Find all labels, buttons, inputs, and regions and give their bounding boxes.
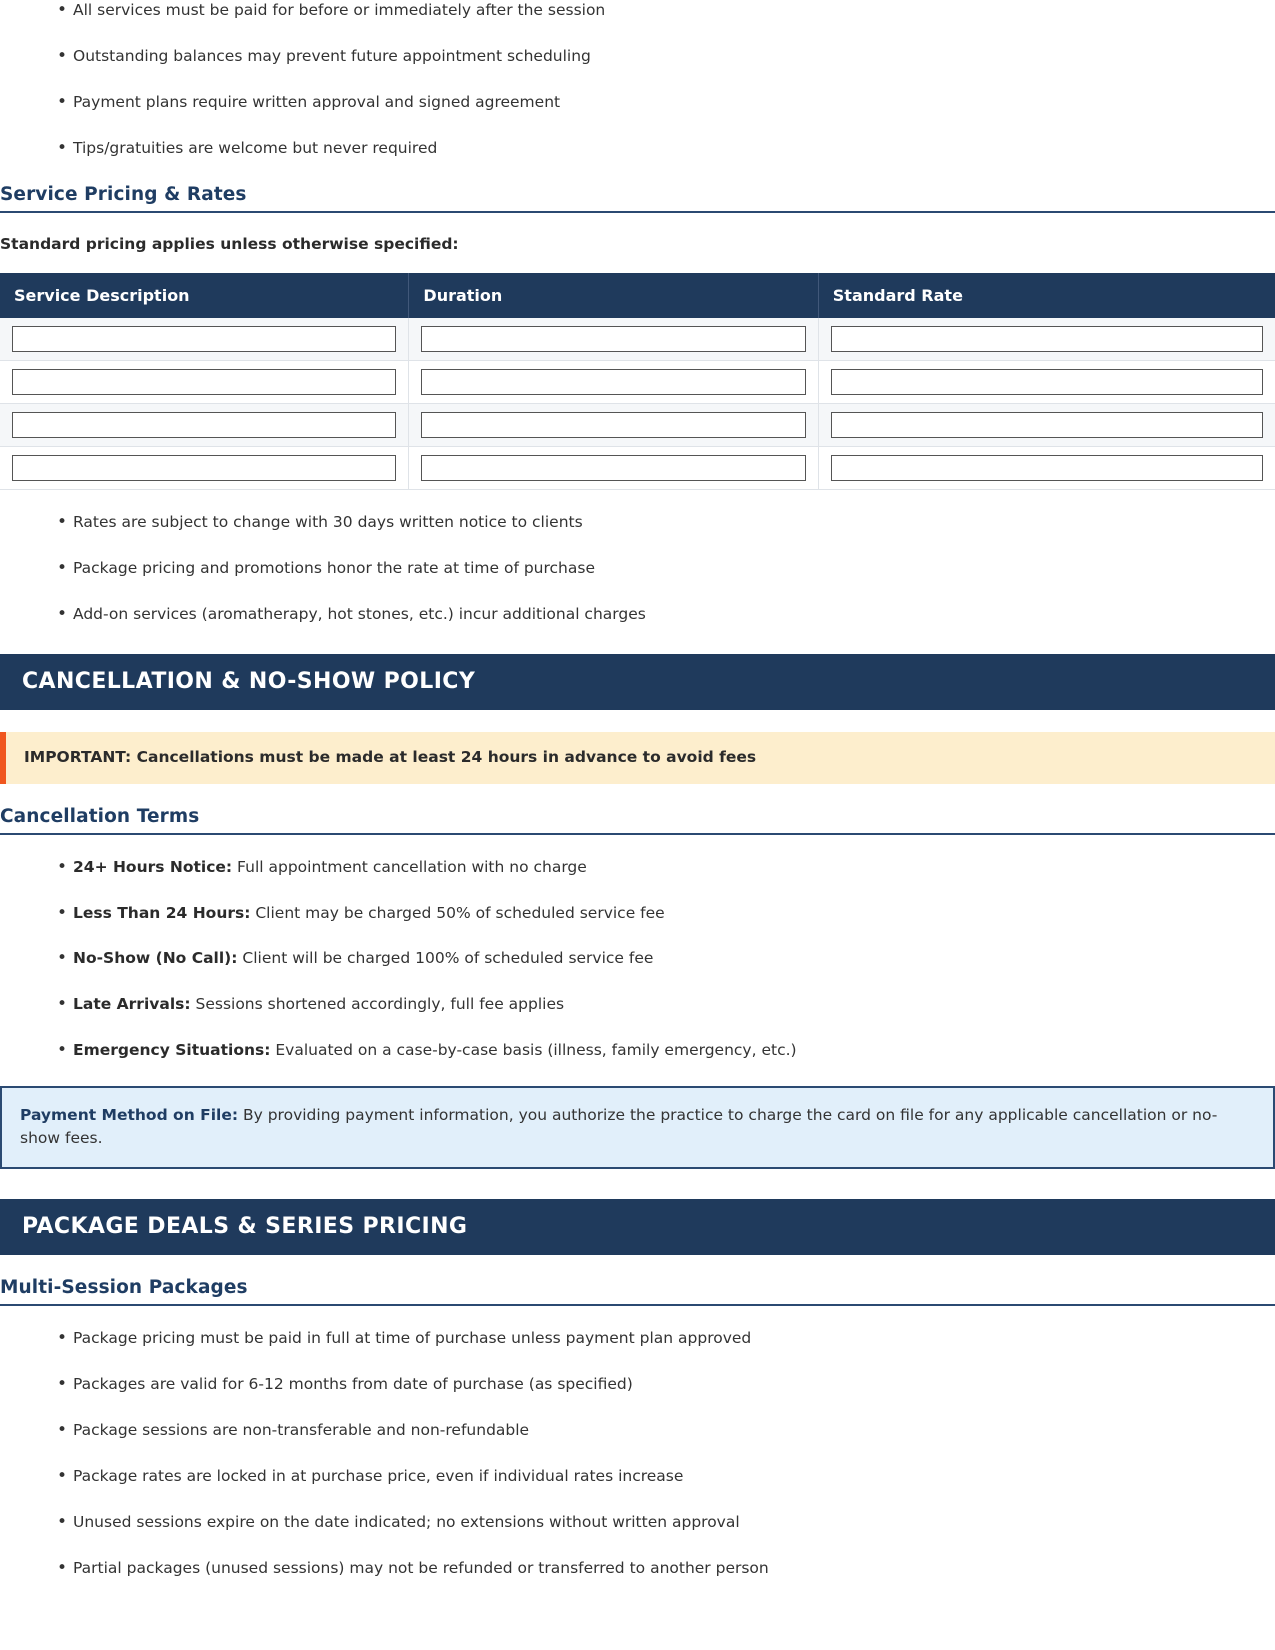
service-pricing-heading: Service Pricing & Rates (0, 183, 247, 205)
list-item-text: All services must be paid for before or immediately after the session (73, 1, 606, 19)
cancellation-terms-list (0, 857, 1275, 1062)
cell-service-description (0, 318, 409, 361)
multi-session-packages-heading: Multi-Session Packages (0, 1277, 248, 1299)
list-item (0, 604, 1275, 625)
cell-duration (409, 403, 818, 446)
list-item (0, 138, 1275, 159)
duration-input-1[interactable] (421, 326, 805, 352)
cell-duration (409, 360, 818, 403)
duration-input-3[interactable] (421, 412, 805, 438)
term-detail-text: Sessions shortened accordingly, full fee applies (190, 995, 565, 1014)
multi-session-heading-block (0, 1277, 1275, 1306)
service-pricing-table (0, 273, 1275, 490)
service-description-input-3[interactable] (12, 412, 396, 438)
cell-duration (409, 318, 818, 361)
pricing-intro-text: Standard pricing applies unless otherwise specified: (0, 234, 459, 253)
table-header-row (0, 273, 1275, 318)
list-item (0, 1420, 1275, 1441)
standard-rate-input-3[interactable] (831, 412, 1263, 438)
list-item-text: Packages are valid for 6-12 months from date of purchase (as specified) (73, 1375, 633, 1394)
term-lead-label: 24+ Hours Notice: (73, 857, 233, 876)
table-row (0, 403, 1275, 446)
list-item-text: Unused sessions expire on the date indicated; no extensions without written approval (73, 1512, 740, 1531)
term-lead-label: Emergency Situations: (73, 1041, 271, 1060)
duration-input-2[interactable] (421, 369, 805, 395)
table-header (0, 273, 1275, 318)
list-item-text: Package rates are locked in at purchase price, even if individual rates increase (73, 1466, 684, 1485)
list-item (0, 558, 1275, 579)
standard-rate-input-1[interactable] (831, 326, 1263, 352)
standard-rate-input-2[interactable] (831, 369, 1263, 395)
multi-session-packages-list (0, 1328, 1275, 1579)
list-item-text: Rates are subject to change with 30 days written notice to clients (73, 512, 583, 531)
table-row (0, 318, 1275, 361)
table-row (0, 446, 1275, 489)
list-item-text: Payment plans require written approval and signed agreement (73, 92, 561, 111)
table-body (0, 318, 1275, 490)
cell-duration (409, 446, 818, 489)
list-item (0, 948, 1275, 969)
list-item (0, 857, 1275, 878)
heading-rule (0, 1304, 1275, 1306)
standard-rate-input-4[interactable] (831, 455, 1263, 481)
cancellation-terms-heading-block (0, 806, 1275, 835)
service-description-input-2[interactable] (12, 369, 396, 395)
term-detail-text: Evaluated on a case-by-case basis (illness, family emergency, etc.) (270, 1041, 797, 1060)
list-item (0, 1512, 1275, 1533)
payment-method-on-file-box (0, 1086, 1275, 1169)
cell-service-description (0, 360, 409, 403)
service-description-input-1[interactable] (12, 326, 396, 352)
table-row (0, 360, 1275, 403)
list-item (0, 1374, 1275, 1395)
list-item (0, 1466, 1275, 1487)
list-item (0, 1558, 1275, 1579)
cell-standard-rate (818, 360, 1275, 403)
duration-input-4[interactable] (421, 455, 805, 481)
cancellation-terms-heading: Cancellation Terms (0, 805, 200, 827)
column-header-standard-rate: Standard Rate (818, 273, 1275, 318)
term-lead-label: Less Than 24 Hours: (73, 903, 251, 922)
list-item (0, 512, 1275, 533)
list-item (0, 46, 1275, 67)
heading-rule (0, 211, 1275, 213)
list-item-text: Outstanding balances may prevent future appointment scheduling (73, 46, 591, 65)
list-item (0, 903, 1275, 924)
term-lead-label: Late Arrivals: (73, 995, 191, 1014)
cell-standard-rate (818, 318, 1275, 361)
important-notice-box (0, 732, 1275, 783)
cell-standard-rate (818, 446, 1275, 489)
list-item (0, 1040, 1275, 1061)
cancellation-section-banner: CANCELLATION & NO-SHOW POLICY (0, 654, 1275, 710)
term-lead-label: No-Show (No Call): (73, 949, 238, 968)
column-header-duration: Duration (409, 273, 818, 318)
important-notice-text: IMPORTANT: Cancellations must be made at least 24 hours in advance to avoid fees (24, 748, 757, 767)
package-section-banner: PACKAGE DEALS & SERIES PRICING (0, 1199, 1275, 1255)
payment-terms-list (0, 0, 1275, 159)
service-description-input-4[interactable] (12, 455, 396, 481)
term-detail-text: Full appointment cancellation with no charge (232, 857, 587, 876)
list-item (0, 1328, 1275, 1349)
term-detail-text: Client may be charged 50% of scheduled service fee (250, 903, 665, 922)
list-item-text: Tips/gratuities are welcome but never required (73, 138, 438, 157)
payment-on-file-lead-label: Payment Method on File: (20, 1106, 239, 1125)
list-item-text: Partial packages (unused sessions) may not be refunded or transferred to another person (73, 1558, 769, 1577)
term-detail-text: Client will be charged 100% of scheduled service fee (237, 949, 654, 968)
list-item-text: Package pricing must be paid in full at time of purchase unless payment plan approved (73, 1329, 752, 1348)
list-item-text: Package pricing and promotions honor the rate at time of purchase (73, 558, 595, 577)
cell-standard-rate (818, 403, 1275, 446)
cell-service-description (0, 446, 409, 489)
cell-service-description (0, 403, 409, 446)
list-item (0, 994, 1275, 1015)
heading-rule (0, 833, 1275, 835)
column-header-service-description: Service Description (0, 273, 409, 318)
payment-on-file-text: By providing payment information, you authorize the practice to charge the card on file for any applicable cancellation or no-show fees. (20, 1106, 1218, 1147)
service-pricing-heading-block (0, 184, 1275, 213)
list-item (0, 0, 1275, 21)
list-item (0, 92, 1275, 113)
list-item-text: Package sessions are non-transferable and non-refundable (73, 1420, 530, 1439)
pricing-notes-list (0, 512, 1275, 625)
list-item-text: Add-on services (aromatherapy, hot stones, etc.) incur additional charges (73, 604, 646, 623)
